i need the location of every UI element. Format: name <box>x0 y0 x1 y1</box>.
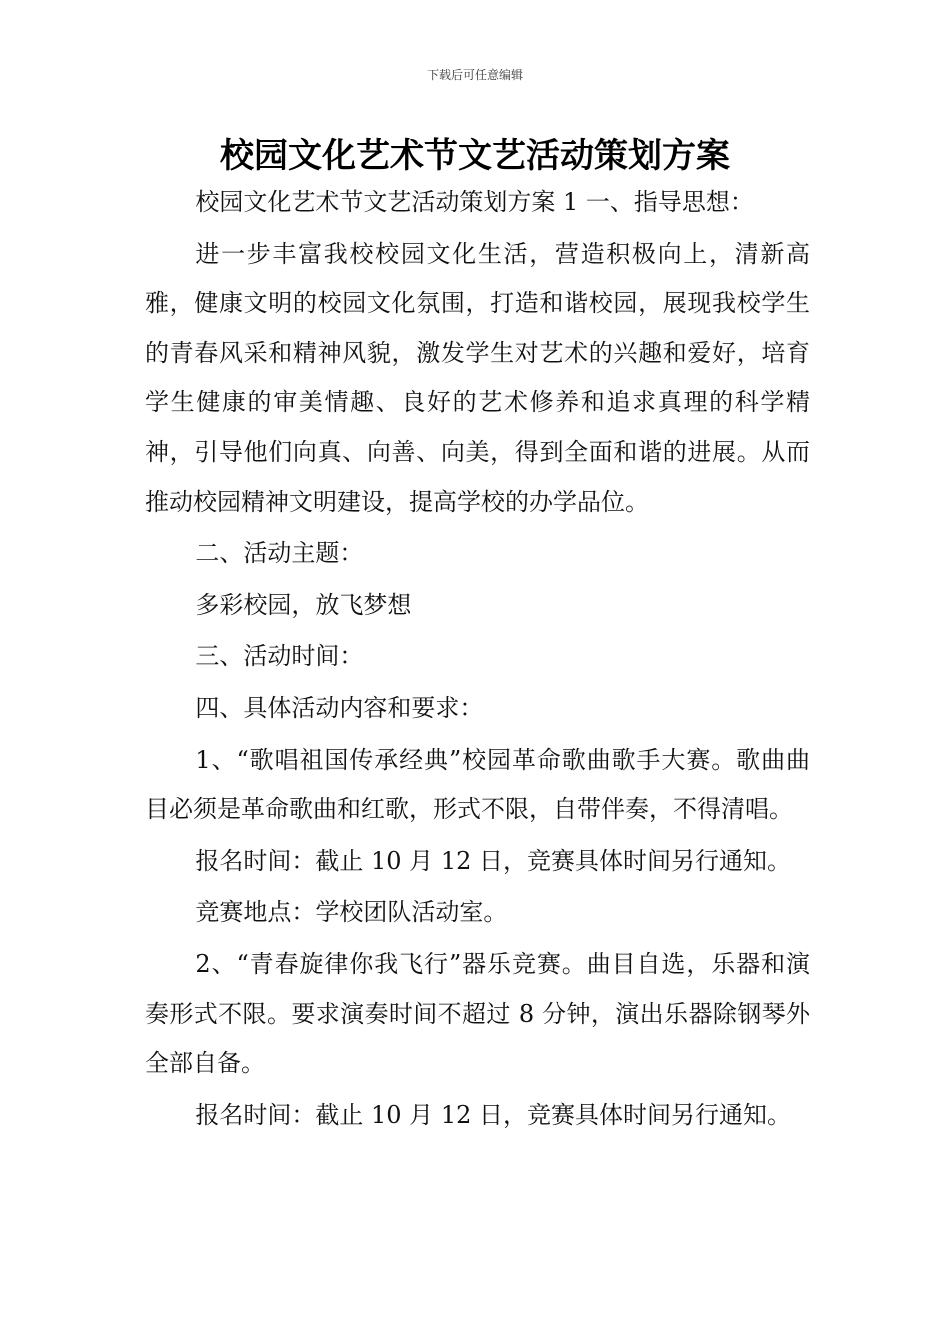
paragraph-item-1: 1、“歌唱祖国传承经典”校园革命歌曲歌手大赛。歌曲曲目必须是革命歌曲和红歌，形式不限，自带伴奏，不得清唱。 <box>145 745 810 824</box>
paragraph-item-1-registration: 报名时间：截止 10 月 12 日，竞赛具体时间另行通知。 <box>195 846 791 875</box>
header-note: 下载后可任意编辑 <box>426 68 523 82</box>
heading-theme: 二、活动主题： <box>195 539 364 568</box>
heading-content: 四、具体活动内容和要求： <box>195 693 484 722</box>
paragraph-item-2: 2、“青春旋律你我飞行”器乐竞赛。曲目自选，乐器和演奏形式不限。要求演奏时间不超过 8 分钟，演出乐器除钢琴外全部自备。 <box>145 949 810 1078</box>
paragraph-guiding-thought: 进一步丰富我校校园文化生活，营造积极向上，清新高雅，健康文明的校园文化氛围，打造和谐校园，展现我校学生的青春风采和精神风貌，激发学生对艺术的兴趣和爱好，培育学生健康的审美情趣、良好的艺术修养和追求真理的科学精神，引导他们向真、向善、向美，得到全面和谐的进展。从而推动校园精神文明建设，提高学校的办学品位。 <box>145 239 810 516</box>
paragraph-item-2-registration: 报名时间：截止 10 月 12 日，竞赛具体时间另行通知。 <box>195 1100 791 1129</box>
paragraph-item-1-venue: 竞赛地点：学校团队活动室。 <box>195 898 508 927</box>
heading-time: 三、活动时间： <box>195 642 364 671</box>
document-body <box>145 178 810 1140</box>
document-title: 校园文化艺术节文艺活动策划方案 <box>220 136 730 176</box>
paragraph-theme: 多彩校园，放飞梦想 <box>195 590 412 619</box>
paragraph-intro: 校园文化艺术节文艺活动策划方案 1 一、指导思想： <box>195 188 754 216</box>
